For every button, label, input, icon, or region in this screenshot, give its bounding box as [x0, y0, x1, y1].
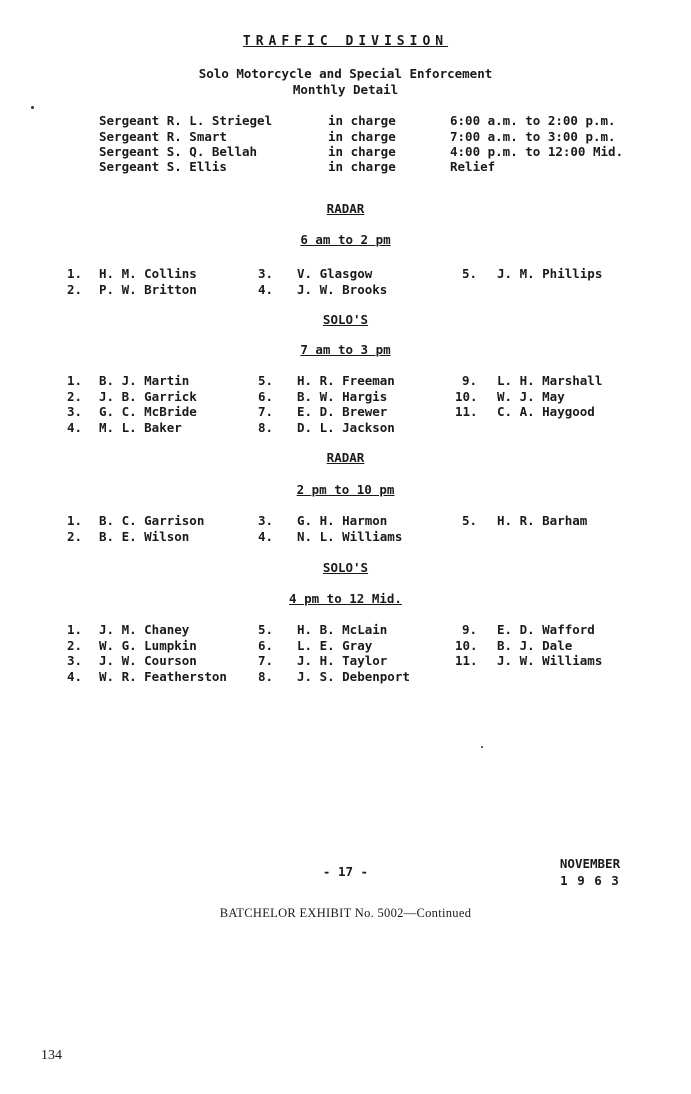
- officer-name: J. S. Debenport: [297, 668, 410, 684]
- sergeant-hours: Relief: [450, 159, 496, 174]
- officer-number: 6.: [257, 637, 273, 653]
- officer-number: 11.: [455, 404, 478, 419]
- officer-name: N. L. Williams: [297, 528, 403, 544]
- scan-speck: [31, 106, 34, 109]
- officer-number: 2.: [66, 528, 82, 544]
- officer-name: D. L. Jackson: [297, 419, 395, 435]
- officer-name: G. C. McBride: [99, 404, 197, 419]
- officer-number: 4.: [66, 419, 82, 435]
- page-number: - 17 -: [322, 864, 369, 879]
- officer-name: B. J. Martin: [99, 373, 190, 388]
- officer-name: B. W. Hargis: [297, 388, 388, 404]
- officer-number: 2.: [66, 637, 82, 653]
- officer-number: 1.: [66, 266, 82, 281]
- officer-name: J. W. Courson: [99, 653, 197, 668]
- officer-number: 1.: [66, 373, 82, 388]
- officer-name: V. Glasgow: [297, 266, 373, 281]
- section-heading: RADAR: [326, 201, 365, 216]
- date-year: 1 9 6 3: [560, 873, 620, 888]
- officer-number: 7.: [257, 653, 273, 668]
- date-month: NOVEMBER: [559, 856, 621, 871]
- shift-hours: 2 pm to 10 pm: [296, 482, 395, 497]
- sergeant-name: Sergeant S. Ellis: [99, 159, 227, 174]
- page-subtitle: Solo Motorcycle and Special Enforcement: [198, 66, 493, 81]
- officer-name: E. D. Brewer: [297, 404, 388, 419]
- officer-number: 10.: [455, 388, 478, 404]
- officer-name: J. M. Phillips: [497, 266, 603, 281]
- officer-name: H. R. Freeman: [297, 373, 395, 388]
- officer-number: 5.: [461, 266, 477, 281]
- officer-name: J. W. Brooks: [297, 281, 388, 297]
- officer-name: H. B. McLain: [297, 622, 388, 637]
- officer-name: B. J. Dale: [497, 637, 573, 653]
- officer-number: 9.: [461, 622, 477, 637]
- officer-name: P. W. Britton: [99, 281, 197, 297]
- section-heading: SOLO'S: [322, 560, 369, 575]
- officer-number: 4.: [66, 668, 82, 684]
- officer-name: G. H. Harmon: [297, 513, 388, 528]
- officer-name: B. E. Wilson: [99, 528, 190, 544]
- officer-number: 8.: [257, 419, 273, 435]
- officer-number: 2.: [66, 281, 82, 297]
- officer-name: W. R. Featherston: [99, 668, 227, 684]
- page-title: TRAFFIC DIVISION: [242, 34, 449, 49]
- officer-name: B. C. Garrison: [99, 513, 205, 528]
- officer-number: 3.: [66, 404, 82, 419]
- sergeant-role: in charge: [328, 144, 396, 159]
- officer-number: 11.: [455, 653, 478, 668]
- officer-number: 4.: [257, 281, 273, 297]
- date-stamp: [555, 855, 625, 889]
- section-heading: SOLO'S: [322, 312, 369, 327]
- page-subtitle-detail: Monthly Detail: [292, 82, 399, 97]
- officer-name: W. J. May: [497, 388, 565, 404]
- officer-number: 9.: [461, 373, 477, 388]
- scan-speck: [481, 746, 483, 748]
- shift-hours: 7 am to 3 pm: [300, 342, 391, 357]
- officer-name: H. R. Barham: [497, 513, 588, 528]
- officer-number: 3.: [257, 266, 273, 281]
- section-heading: RADAR: [326, 450, 365, 465]
- sergeant-role: in charge: [328, 129, 396, 144]
- officer-number: 1.: [66, 622, 82, 637]
- officer-number: 2.: [66, 388, 82, 404]
- officer-number: 5.: [257, 622, 273, 637]
- sergeant-role: in charge: [328, 159, 396, 174]
- officer-name: J. M. Chaney: [99, 622, 190, 637]
- officer-number: 5.: [461, 513, 477, 528]
- officer-number: 5.: [257, 373, 273, 388]
- sergeant-hours: 6:00 a.m. to 2:00 p.m.: [450, 113, 616, 128]
- officer-name: H. M. Collins: [99, 266, 197, 281]
- officer-name: J. W. Williams: [497, 653, 603, 668]
- exhibit-caption: BATCHELOR EXHIBIT No. 5002—Continued: [219, 906, 472, 920]
- officer-name: L. H. Marshall: [497, 373, 603, 388]
- sergeant-name: Sergeant S. Q. Bellah: [99, 144, 258, 159]
- officer-name: E. D. Wafford: [497, 622, 595, 637]
- officer-name: W. G. Lumpkin: [99, 637, 197, 653]
- officer-name: M. L. Baker: [99, 419, 182, 435]
- folio-number: 134: [41, 1048, 62, 1063]
- shift-hours: 6 am to 2 pm: [300, 232, 391, 247]
- officer-number: 6.: [257, 388, 273, 404]
- officer-number: 10.: [455, 637, 478, 653]
- sergeant-name: Sergeant R. Smart: [99, 129, 227, 144]
- sergeant-role: in charge: [328, 113, 396, 128]
- officer-name: J. H. Taylor: [297, 653, 388, 668]
- officer-number: 4.: [257, 528, 273, 544]
- sergeant-hours: 7:00 a.m. to 3:00 p.m.: [450, 129, 616, 144]
- officer-number: 3.: [257, 513, 273, 528]
- shift-hours: 4 pm to 12 Mid.: [289, 591, 402, 606]
- officer-number: 3.: [66, 653, 82, 668]
- officer-name: J. B. Garrick: [99, 388, 197, 404]
- sergeant-name: Sergeant R. L. Striegel: [99, 113, 273, 128]
- officer-name: C. A. Haygood: [497, 404, 595, 419]
- officer-name: L. E. Gray: [297, 637, 373, 653]
- officer-number: 7.: [257, 404, 273, 419]
- sergeant-hours: 4:00 p.m. to 12:00 Mid.: [450, 144, 624, 159]
- officer-number: 8.: [257, 668, 273, 684]
- officer-number: 1.: [66, 513, 82, 528]
